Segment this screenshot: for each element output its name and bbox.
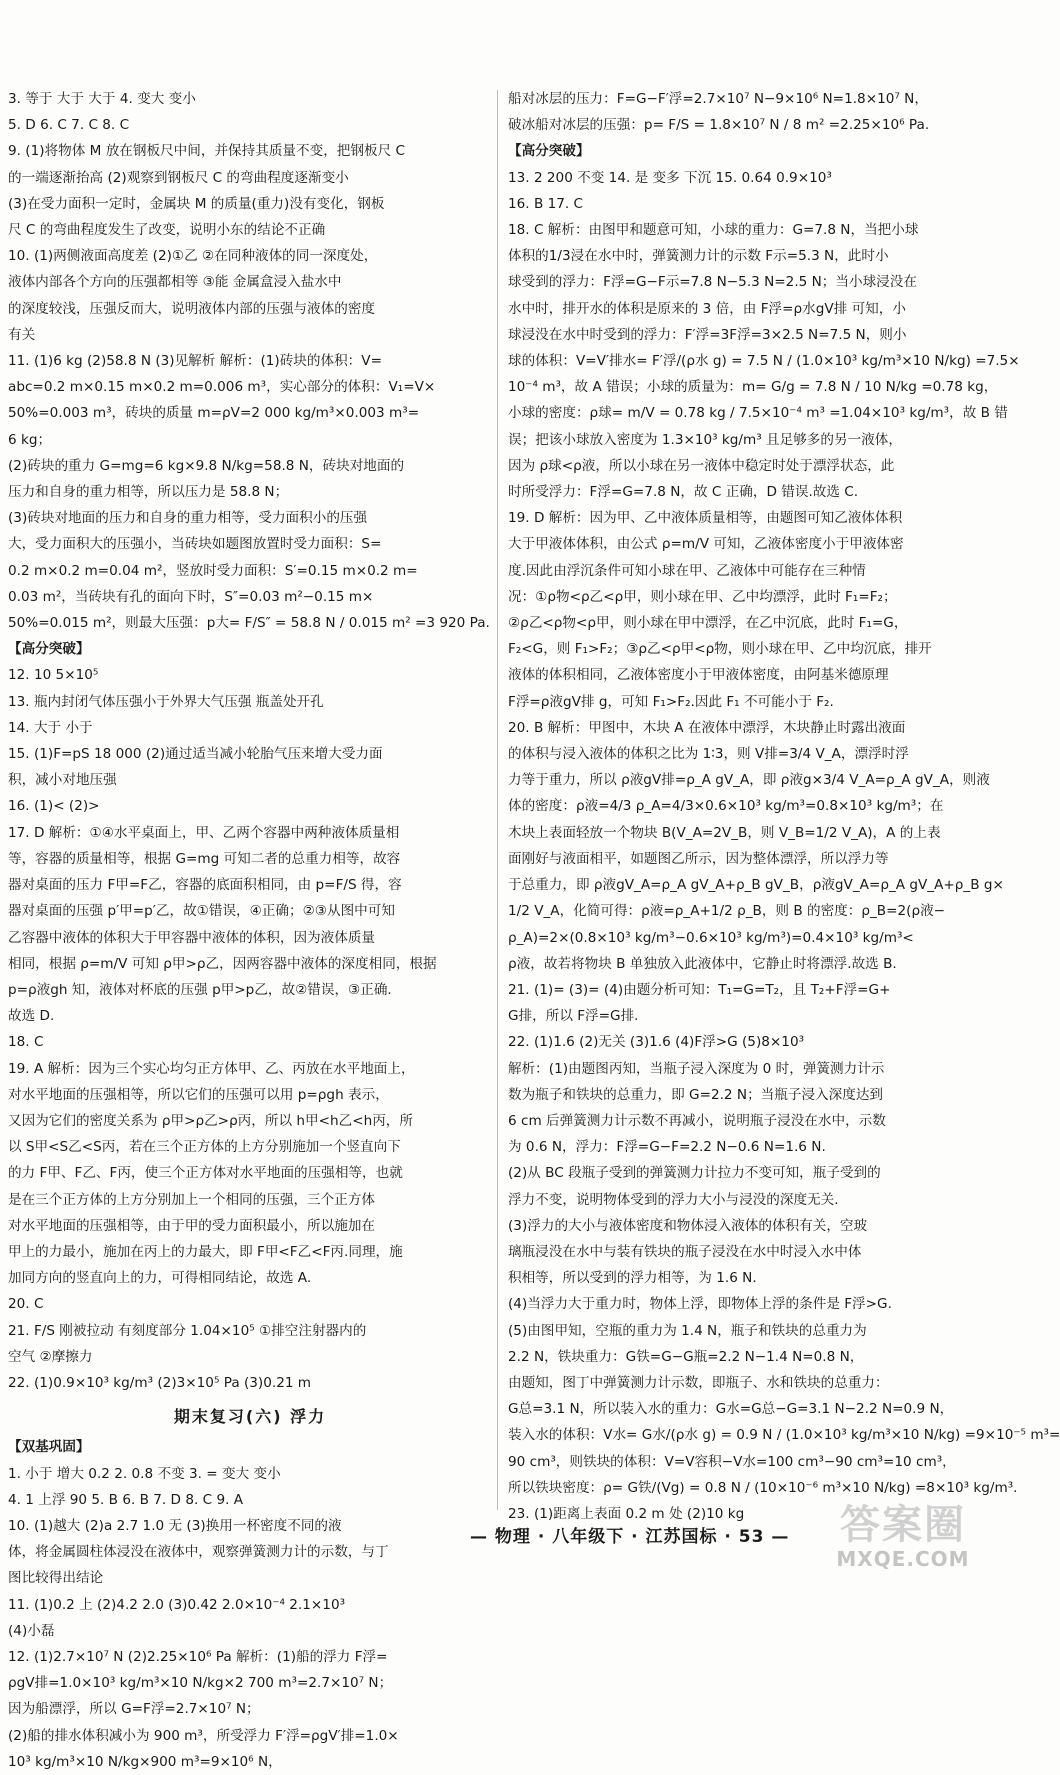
text-line: 5. D 6. C 7. C 8. C: [8, 117, 130, 134]
text-line: 以 S甲<S乙<S丙，若在三个正方体的上方分别施加一个竖直向下: [8, 1139, 401, 1156]
text-line: 21. (1)= (3)= (4)由题分析可知：T₁=G=T₂，且 T₂+F浮=G+: [508, 981, 891, 998]
text-line: 18. C 解析：由图甲和题意可知，小球的重力：G=7.8 N，当把小球: [508, 222, 919, 239]
text-line: 2.2 N，铁块重力：G铁=G−G瓶=2.2 N−1.4 N=0.8 N，: [508, 1348, 864, 1365]
text-line: 小球的密度：ρ球= m/V = 0.78 kg / 7.5×10⁻⁴ m³ =1.04×10³ kg/m³，故 B 错: [508, 405, 1008, 422]
text-line: 液体的体积相同，乙液体密度小于甲液体密度，由阿基米德原理: [508, 667, 889, 684]
text-line: 浮力不变，说明物体受到的浮力大小与浸没的深度无关.: [508, 1191, 839, 1208]
text-line: 有关: [8, 326, 36, 343]
text-line: 数为瓶子和铁块的总重力，即 G=2.2 N；当瓶子浸入深度达到: [508, 1086, 884, 1103]
text-line: 16. (1)< (2)>: [8, 798, 100, 815]
text-line: 因为 ρ球<ρ液，所以小球在另一液体中稳定时处于漂浮状态，此: [508, 457, 895, 474]
watermark-logo-text: 答案圈: [840, 1502, 966, 1548]
text-line: 体，将金属圆柱体浸没在液体中，观察弹簧测力计的示数，与丁: [8, 1544, 389, 1561]
text-line: 璃瓶浸没在水中与装有铁块的瓶子浸没在水中时浸入水中体: [508, 1243, 862, 1260]
watermark-logo-url: MXQE.COM: [836, 1547, 970, 1571]
text-line: 1. 小于 增大 0.2 2. 0.8 不变 3. = 变大 变小: [8, 1465, 281, 1482]
text-line: 于总重力，即 ρ液gV_A=ρ_A gV_A+ρ_B gV_B，ρ液gV_A=ρ_A gV_A+ρ_B g×: [508, 877, 1004, 894]
text-line: 9. (1)将物体 M 放在钢板尺中间，并保持其质量不变，把钢板尺 C: [8, 143, 405, 160]
text-line: 因为船漂浮，所以 G=F浮=2.7×10⁷ N；: [8, 1701, 260, 1718]
text-line: 4. 1 上浮 90 5. B 6. B 7. D 8. C 9. A: [8, 1491, 244, 1508]
text-line: 50%=0.003 m³，砖块的质量 m=ρV=2 000 kg/m³×0.003 m³=: [8, 405, 420, 422]
column-divider: [497, 90, 498, 1510]
text-line: 器对桌面的压强 p′甲=p′乙，故①错误，④正确；②③从图中可知: [8, 903, 395, 920]
text-line: 相同，根据 ρ=m/V 可知 ρ甲>ρ乙，因两容器中液体的深度相同，根据: [8, 955, 437, 972]
text-line: 17. D 解析：①④水平桌面上，甲、乙两个容器中两种液体质量相: [8, 824, 400, 841]
text-line: 由题知，图丁中弹簧测力计示数，即瓶子、水和铁块的总重力：: [508, 1374, 889, 1391]
text-line: 10. (1)两侧液面高度差 (2)①乙 ②在同种液体的同一深度处，: [8, 248, 378, 265]
text-line: 的力 F甲、F乙、F丙，使三个正方体对水平地面的压强相等，也就: [8, 1165, 403, 1182]
text-line: G排，所以 F浮=G排.: [508, 1008, 639, 1025]
text-line: ρ_A)=2×(0.8×10³ kg/m³−0.6×10³ kg/m³)=0.4×10³ kg/m³<: [508, 929, 914, 946]
text-line: 体的密度：ρ液=4/3 ρ_A=4/3×0.6×10³ kg/m³=0.8×10³ kg/m³；在: [508, 798, 944, 815]
text-line: 液体内部各个方向的压强都相等 ③能 金属盒浸入盐水中: [8, 274, 342, 291]
text-line: 木块上表面轻放一个物块 B(V_A=2V_B，则 V_B=1/2 V_A)，A 的上表: [508, 824, 941, 841]
text-line: 22. (1)1.6 (2)无关 (3)1.6 (4)F浮>G (5)8×10³: [508, 1034, 805, 1051]
text-line: 1/2 V_A，化简可得：ρ液=ρ_A+1/2 ρ_B，则 B 的密度：ρ_B=2(ρ液−: [508, 903, 946, 920]
text-line: 13. 瓶内封闭气体压强小于外界大气压强 瓶盖处开孔: [8, 693, 324, 710]
text-line: 体积的1/3浸在水中时，弹簧测力计的示数 F示=5.3 N，此时小: [508, 248, 889, 265]
watermark-logo: [828, 1502, 978, 1578]
text-line: 14. 大于 小于: [8, 719, 93, 736]
text-line: F浮=ρ液gV排 g，可知 F₁>F₂.因此 F₁ 不可能小于 F₂.: [508, 693, 834, 710]
text-line: 23. (1)距离上表面 0.2 m 处 (2)10 kg: [508, 1505, 745, 1522]
text-line: 压力和自身的重力相等，所以压力是 58.8 N；: [8, 484, 289, 501]
text-line: 19. D 解析：因为甲、乙中液体质量相等，由题图可知乙液体体积: [508, 510, 903, 527]
text-line: (2)从 BC 段瓶子受到的弹簧测力计拉力不变可知，瓶子受到的: [508, 1165, 881, 1182]
text-line: 对水平地面的压强相等，由于甲的受力面积最小，所以施加在: [8, 1217, 376, 1234]
text-line: 6 kg；: [8, 431, 52, 448]
text-line: 11. (1)0.2 上 (2)4.2 2.0 (3)0.42 2.0×10⁻⁴ 2.1×10³: [8, 1596, 346, 1613]
text-line: 22. (1)0.9×10³ kg/m³ (2)3×10⁵ Pa (3)0.21 m: [8, 1374, 312, 1391]
text-line: (2)船的排水体积减小为 900 m³，所受浮力 F′浮=ρgV′排=1.0×: [8, 1727, 399, 1744]
text-line: 19. A 解析：因为三个实心均匀正方体甲、乙、丙放在水平地面上，: [8, 1060, 415, 1077]
section-heading: 【双基巩固】: [8, 1439, 90, 1456]
text-line: 12. (1)2.7×10⁷ N (2)2.25×10⁶ Pa 解析：(1)船的浮力 F浮=: [8, 1648, 388, 1665]
text-line: 6 cm 后弹簧测力计示数不再减小，说明瓶子浸没在水中，示数: [508, 1112, 886, 1129]
text-line: 度.因此由浮沉条件可知小球在甲、乙液体中可能存在三种情: [508, 562, 866, 579]
text-line: 球的体积：V=V′排水= F′浮/(ρ水 g) = 7.5 N / (1.0×10³ kg/m³×10 N/kg) =7.5×: [508, 353, 1020, 370]
text-line: ρgV排=1.0×10³ kg/m³×10 N/kg×2 700 m³=2.7×10⁷ N；: [8, 1675, 393, 1692]
text-line: 20. B 解析：甲图中，木块 A 在液体中漂浮，木块静止时露出液面: [508, 719, 906, 736]
section-heading: 【高分突破】: [508, 143, 590, 160]
text-line: 12. 10 5×10⁵: [8, 667, 99, 684]
text-line: 装入水的体积：V水= G水/(ρ水 g) = 0.9 N / (1.0×10³ kg/m³×10 N/kg) =9×10⁻⁵ m³=: [508, 1427, 1060, 1444]
text-line: (3)浮力的大小与液体密度和物体浸入液体的体积有关，空玻: [508, 1217, 868, 1234]
section-heading: 【高分突破】: [8, 641, 90, 658]
text-line: 尺 C 的弯曲程度发生了改变，说明小东的结论不正确: [8, 222, 326, 239]
text-line: 90 cm³，则铁块的体积：V=V容积−V水=100 cm³−90 cm³=10 cm³，: [508, 1453, 956, 1470]
text-line: 甲上的力最小，施加在丙上的力最大，即 F甲<F乙<F丙.同理，施: [8, 1243, 403, 1260]
text-line: 船对冰层的压力：F=G−F′浮=2.7×10⁷ N−9×10⁶ N=1.8×10⁷ N，: [508, 91, 928, 107]
text-line: 的一端逐渐抬高 (2)观察到钢板尺 C 的弯曲程度逐渐变小: [8, 169, 349, 186]
text-line: 15. (1)F=pS 18 000 (2)通过适当减小轮胎气压来增大受力面: [8, 746, 383, 763]
text-line: 大于甲液体体积，由公式 ρ=m/V 可知，乙液体密度小于甲液体密: [508, 536, 904, 553]
text-line: ρ液，故若将物块 B 单独放入此液体中，它静止时将漂浮.故选 B.: [508, 955, 897, 972]
text-line: 0.2 m×0.2 m=0.04 m²，竖放时受力面积：S′=0.15 m×0.2 m=: [8, 562, 418, 579]
page-footer: — 物理 · 八年级下 · 江苏国标 · 53 —: [470, 1527, 790, 1547]
text-line: 误；把该小球放入密度为 1.3×10³ kg/m³ 且足够多的另一液体，: [508, 431, 902, 448]
text-line: 为 0.6 N，浮力：F浮=G−F=2.2 N−0.6 N=1.6 N.: [508, 1139, 826, 1156]
text-line: 是在三个正方体的上方分别加上一个相同的压强，三个正方体: [8, 1191, 376, 1208]
text-line: 器对桌面的压力 F甲=F乙，容器的底面积相同，由 p=F/S 得，容: [8, 877, 402, 894]
right-column: [508, 86, 1060, 1527]
text-line: 0.03 m²，当砖块有孔的面向下时，S″=0.03 m²−0.15 m×: [8, 588, 374, 605]
text-line: 时所受浮力：F浮=G=7.8 N，故 C 正确，D 错误.故选 C.: [508, 484, 859, 501]
text-line: 又因为它们的密度关系为 ρ甲>ρ乙>ρ丙，所以 h甲<h乙<h丙，所: [8, 1112, 413, 1129]
text-line: 所以铁块密度：ρ= G铁/(Vg) = 0.8 N / (10×10⁻⁶ m³×10 N/kg) =8×10³ kg/m³.: [508, 1479, 1018, 1496]
left-column: [8, 86, 492, 1775]
text-line: (2)砖块的重力 G=mg=6 kg×9.8 N/kg=58.8 N，砖块对地面的: [8, 457, 405, 474]
text-line: 18. C: [8, 1034, 44, 1051]
text-line: 对水平地面的压强相等，所以它们的压强可以用 p=ρgh 表示，: [8, 1086, 389, 1103]
text-line: (4)当浮力大于重力时，物体上浮，即物体上浮的条件是 F浮>G.: [508, 1296, 892, 1313]
text-line: 积相等，所以受到的浮力相等，为 1.6 N.: [508, 1270, 757, 1287]
text-line: 10⁻⁴ m³，故 A 错误；小球的质量为：m= G/g = 7.8 N / 10 N/kg =0.78 kg，: [508, 379, 998, 396]
chapter-title: 期末复习(六) 浮力: [173, 1407, 327, 1427]
text-line: (5)由图甲知，空瓶的重力为 1.4 N，瓶子和铁块的总重力为: [508, 1322, 867, 1339]
text-line: 解析：(1)由题图丙知，当瓶子浸入深度为 0 时，弹簧测力计示: [508, 1060, 885, 1077]
text-line: (4)小磊: [8, 1622, 55, 1639]
text-line: 水中时，排开水的体积是原来的 3 倍，由 F浮=ρ水gV排 可知，小: [508, 300, 906, 317]
text-line: 10³ kg/m³×10 N/kg×900 m³=9×10⁶ N，: [8, 1753, 282, 1770]
text-line: F₂<G，则 F₁>F₂；③ρ乙<ρ甲<ρ物，则小球在甲、乙中均沉底，排开: [508, 641, 932, 658]
text-line: abc=0.2 m×0.15 m×0.2 m=0.006 m³，实心部分的体积：V₁=V×: [8, 379, 436, 396]
text-line: 积，减小对地压强: [8, 772, 117, 789]
text-line: 50%=0.015 m²，则最大压强：p大= F/S″ = 58.8 N / 0.015 m² =3 920 Pa.: [8, 615, 490, 632]
text-line: 力等于重力，所以 ρ液gV排=ρ_A gV_A，即 ρ液g×3/4 V_A=ρ_A gV_A，则液: [508, 772, 990, 789]
text-line: 11. (1)6 kg (2)58.8 N (3)见解析 解析：(1)砖块的体积：V=: [8, 353, 382, 370]
text-line: ②ρ乙<ρ物<ρ甲，则小球在甲中漂浮，在乙中沉底，此时 F₁=G，: [508, 615, 908, 632]
text-line: (3)在受力面积一定时，金属块 M 的质量(重力)没有变化，钢板: [8, 195, 385, 212]
text-line: p=ρ液gh 知，液体对杯底的压强 p甲>p乙，故②错误，③正确.: [8, 981, 392, 998]
text-line: 等，容器的质量相等，根据 G=mg 可知二者的总重力相等，故容: [8, 850, 401, 867]
text-line: G总=3.1 N，所以装入水的重力：G水=G总−G=3.1 N−2.2 N=0.9 N，: [508, 1401, 954, 1418]
text-line: 加同方向的竖直向上的力，可得相同结论，故选 A.: [8, 1270, 312, 1287]
text-line: 大，受力面积大的压强小，当砖块如题图放置时受力面积：S=: [8, 536, 382, 553]
text-line: (3)砖块对地面的压力和自身的重力相等，受力面积小的压强: [8, 510, 368, 527]
text-line: 图比较得出结论: [8, 1570, 104, 1587]
text-line: 故选 D.: [8, 1008, 55, 1025]
text-line: 况：①ρ物<ρ乙<ρ甲，则小球在甲、乙中均漂浮，此时 F₁=F₂；: [508, 588, 897, 605]
text-line: 的体积与浸入液体的体积之比为 1∶3，则 V排=3/4 V_A，漂浮时浮: [508, 746, 909, 763]
text-line: 10. (1)越大 (2)a 2.7 1.0 无 (3)换用一杯密度不同的液: [8, 1517, 342, 1534]
text-line: 乙容器中液体的体积大于甲容器中液体的体积，因为液体质量: [8, 929, 376, 946]
text-line: 16. B 17. C: [508, 195, 584, 212]
text-line: 破冰船对冰层的压强：p= F/S = 1.8×10⁷ N / 8 m² =2.25×10⁶ Pa.: [508, 117, 930, 134]
text-line: 的深度较浅，压强反而大，说明液体内部的压强与液体的密度: [8, 300, 376, 317]
text-line: 空气 ②摩擦力: [8, 1348, 93, 1365]
text-line: 面刚好与液面相平，如题图乙所示，因为整体漂浮，所以浮力等: [508, 850, 889, 867]
text-line: 13. 2 200 不变 14. 是 变多 下沉 15. 0.64 0.9×10³: [508, 169, 832, 186]
text-line: 球浸没在水中时受到的浮力：F′浮=3F浮=3×2.5 N=7.5 N，则小: [508, 326, 907, 343]
text-line: 球受到的浮力：F浮=G−F示=7.8 N−5.3 N=2.5 N；当小球浸没在: [508, 274, 917, 291]
text-line: 20. C: [8, 1296, 44, 1313]
text-line: 21. F/S 刚被拉动 有刻度部分 1.04×10⁵ ①排空注射器内的: [8, 1322, 367, 1339]
text-line: 3. 等于 大于 大于 4. 变大 变小: [8, 91, 196, 107]
